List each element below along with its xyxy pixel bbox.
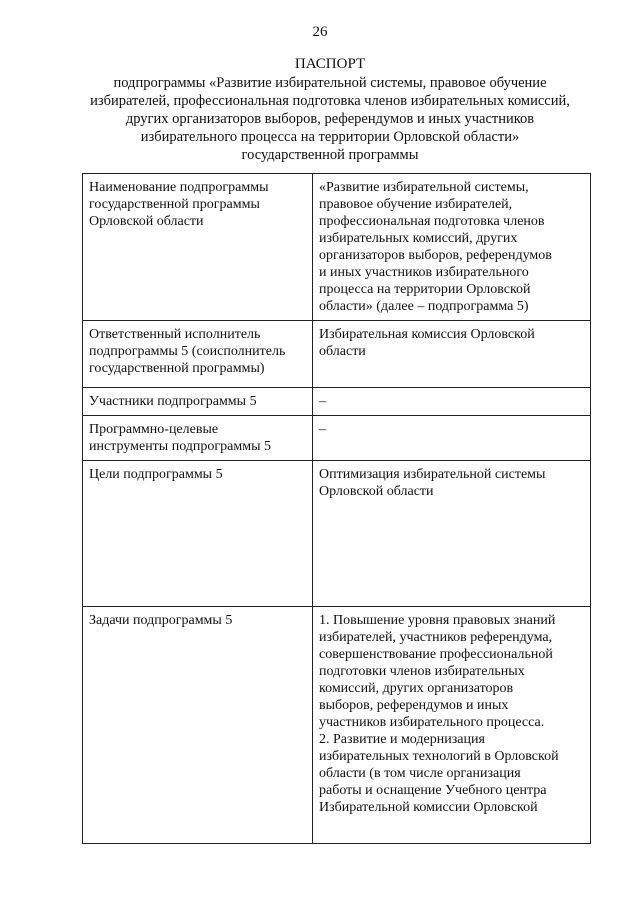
table-row-responsible — [83, 321, 591, 388]
subtitle-line-4: избирательного процесса на территории Орловской области» — [140, 129, 520, 145]
value-goals: Оптимизация избирательной системы Орловской области — [319, 467, 546, 499]
passport-table — [82, 173, 591, 844]
value-cell-goals — [313, 461, 591, 607]
table-row-instruments — [83, 416, 591, 461]
value-cell-participants — [313, 388, 591, 416]
value-name: «Развитие избирательной системы, правовое обучение избирателей, профессиональная подготовка членов избирательных комиссий, других организаторов выборов, референдумов и иных участников избирательного процесса на территории Орловской области» (далее – подпрограмма 5) — [319, 180, 552, 314]
subtitle-line-1: подпрограммы «Развитие избирательной системы, правовое обучение — [113, 75, 547, 91]
label-instruments: Программно-целевые инструменты подпрограммы 5 — [89, 422, 271, 454]
page-number: 26 — [312, 24, 328, 40]
document-title: ПАСПОРТ — [294, 56, 366, 72]
label-participants: Участники подпрограммы 5 — [89, 394, 257, 409]
value-cell-instruments — [313, 416, 591, 461]
label-tasks: Задачи подпрограммы 5 — [89, 613, 233, 628]
subtitle-line-3: других организаторов выборов, референдумов и иных участников — [125, 111, 535, 127]
value-instruments: – — [319, 422, 326, 437]
table-row-tasks — [83, 607, 591, 844]
value-cell-responsible — [313, 321, 591, 388]
table-row-participants — [83, 388, 591, 416]
subtitle-line-5: государственной программы — [241, 147, 419, 163]
label-cell-responsible — [83, 321, 313, 388]
value-cell-tasks — [313, 607, 591, 844]
table-row-name — [83, 174, 591, 321]
label-name: Наименование подпрограммы государственной программы Орловской области — [89, 180, 269, 229]
label-cell-name — [83, 174, 313, 321]
label-cell-tasks — [83, 607, 313, 844]
label-cell-instruments — [83, 416, 313, 461]
label-cell-goals — [83, 461, 313, 607]
subtitle-line-2: избирателей, профессиональная подготовка членов избирательных комиссий, — [90, 93, 570, 109]
value-tasks: 1. Повышение уровня правовых знаний избирателей, участников референдума, совершенствование профессиональной подготовки членов избирательных комиссий, других организаторов выборов, референдумов и иных участников избирательного процесса. 2. Развитие и модернизация избирательных технологий в Орловской области (в том числе организация работы и оснащение Учебного центра Избирательной комиссии Орловской — [319, 613, 559, 815]
label-goals: Цели подпрограммы 5 — [89, 467, 223, 482]
table-row-goals — [83, 461, 591, 607]
label-cell-participants — [83, 388, 313, 416]
label-responsible: Ответственный исполнитель подпрограммы 5 (соисполнитель государственной программы) — [89, 327, 286, 376]
document-header — [60, 55, 600, 164]
value-participants: – — [319, 394, 326, 409]
value-responsible: Избирательная комиссия Орловской области — [319, 327, 535, 359]
value-cell-name — [313, 174, 591, 321]
